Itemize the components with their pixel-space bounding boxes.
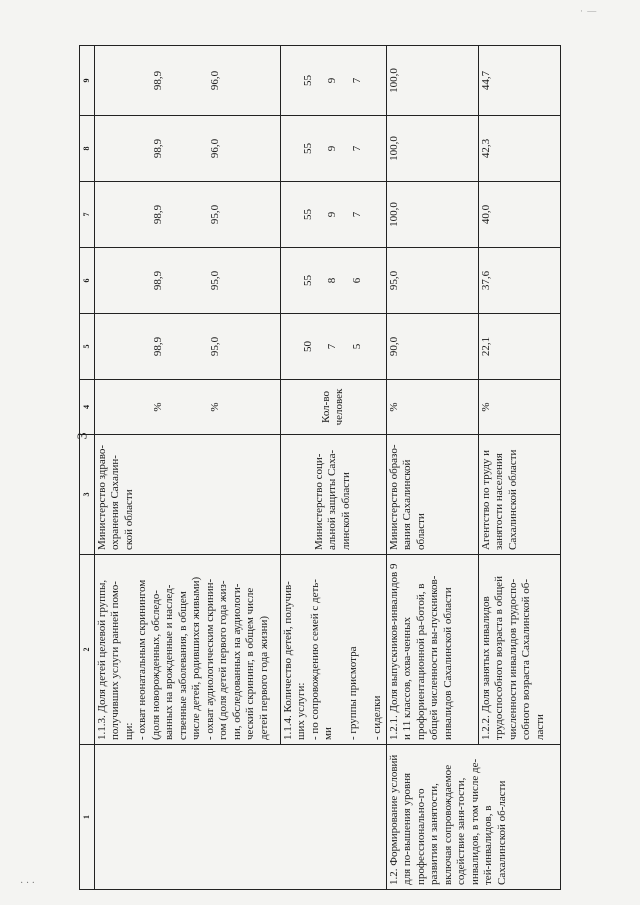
scan-dots: · · · — [20, 878, 35, 889]
value-a: 98,9 — [151, 204, 164, 225]
value-a: 55 — [301, 209, 314, 220]
text-line: ванных на врожденные и наслед- — [163, 584, 175, 740]
col-header-2: 2 — [80, 555, 95, 745]
goal-cell-empty — [94, 745, 386, 890]
indicators-table — [79, 45, 561, 890]
text-line: ческий скрининг, в общем числе — [244, 587, 256, 740]
indicator-name-1-2-1: 1.2.1. Доля выпускников-инвалидов 9 и 11 классов, охва-ченных профориентационной ра-ботой, в общей численности вы-пускников-инвалидов Сахалинской области — [386, 555, 478, 745]
value-b: 9 — [326, 145, 339, 152]
unit-value: % — [209, 402, 221, 412]
value-a: 98,9 — [151, 336, 164, 357]
indicator-name-1-1-4 — [280, 555, 386, 745]
page-number: 3 — [75, 432, 91, 440]
value-cell: 44,7 — [478, 46, 561, 116]
text-line: - сиделки — [371, 695, 383, 740]
text-line: ми — [322, 727, 334, 740]
value-b: 8 — [326, 277, 339, 284]
text-line: - охват аудиологическим скринин- — [203, 578, 216, 740]
value-cell — [94, 248, 280, 314]
col-header-6: 6 — [80, 248, 95, 314]
col-header-9: 9 — [80, 46, 95, 116]
value-cell: 100,0 — [386, 46, 478, 116]
text-line: - по сопровождению семей с деть- — [308, 579, 321, 740]
text-line: щи: — [122, 722, 135, 740]
indicator-name-1-2-2: 1.2.2. Доля занятых инвалидов трудоспособного возраста в общей численности инвалидов трудоспо-собного возраста Сахалинской об-ласти — [478, 555, 561, 745]
text-line: ших услуги: — [295, 682, 307, 740]
col-header-3: 3 — [80, 435, 95, 555]
col-header-1: 1 — [80, 745, 95, 890]
unit-value: % — [151, 402, 164, 412]
value-cell: 40,0 — [478, 182, 561, 248]
value-a: 98,9 — [151, 70, 164, 91]
value-c: 6 — [350, 277, 363, 284]
unit-1-2-1: % — [386, 380, 478, 435]
executor-1-2-2: Агентство по труду и занятости населения Сахалинской области — [478, 435, 561, 555]
value-b: 95,0 — [209, 204, 221, 225]
value-cell — [280, 116, 386, 182]
value-cell — [280, 314, 386, 380]
col-header-4: 4 — [80, 380, 95, 435]
value-cell: 42,3 — [478, 116, 561, 182]
col-header-7: 7 — [80, 182, 95, 248]
value-cell: 95,0 — [386, 248, 478, 314]
value-b: 95,0 — [209, 336, 221, 357]
value-cell: 100,0 — [386, 182, 478, 248]
value-cell — [280, 46, 386, 116]
scan-mark: · — — [580, 6, 598, 16]
unit-1-1-3 — [94, 380, 280, 435]
executor-1-1-3: Министерство здраво-охранения Сахалин-ской области — [94, 435, 280, 555]
value-a: 55 — [301, 275, 314, 286]
unit-1-1-4: Кол-во человек — [280, 380, 386, 435]
col-header-5: 5 — [80, 314, 95, 380]
indicator-name-1-1-3 — [94, 555, 280, 745]
table-row-1-1-3 — [94, 46, 280, 890]
text-line: - охват неонатальным скринингом — [136, 579, 148, 740]
text-line: 1.1.3. Доля детей целевой группы, — [95, 579, 108, 740]
value-c: 5 — [350, 343, 363, 350]
value-cell — [280, 182, 386, 248]
value-cell: 100,0 — [386, 116, 478, 182]
value-cell: 90,0 — [386, 314, 478, 380]
value-b: 9 — [326, 77, 339, 84]
text-line: гом (доля детей первого года жиз- — [217, 580, 229, 740]
value-cell — [280, 248, 386, 314]
value-b: 96,0 — [209, 138, 221, 159]
value-b: 9 — [326, 211, 339, 218]
value-a: 55 — [301, 75, 314, 86]
value-c: 7 — [350, 211, 363, 218]
text-line: ственные заболевания, в общем — [176, 591, 189, 740]
value-b: 95,0 — [209, 270, 221, 291]
value-b: 7 — [326, 343, 339, 350]
goal-1-2: 1.2. Формирование условий для по-вышения уровня профессионально-го развития и занятости, включая сопровождаемое содействие заня-тости, инвалидов, в том числе де-тей-инвалидов, в Сахалинской об-ласти — [386, 745, 561, 890]
value-a: 55 — [301, 143, 314, 154]
text-line: - группы присмотра — [346, 646, 359, 740]
value-c: 7 — [350, 77, 363, 84]
table-row-1-2-1 — [386, 46, 478, 890]
value-a: 98,9 — [151, 270, 164, 291]
executor-1-2-1: Министерство образо-вания Сахалинской области — [386, 435, 478, 555]
value-cell: 37,6 — [478, 248, 561, 314]
unit-1-2-2: % — [478, 380, 561, 435]
value-cell — [94, 46, 280, 116]
text-line: (доля новорожденных, обследо- — [149, 590, 162, 740]
value-c: 7 — [350, 145, 363, 152]
value-a: 98,9 — [151, 138, 164, 159]
text-line: 1.1.4. Количество детей, получив- — [281, 581, 294, 740]
value-a: 50 — [301, 341, 314, 352]
text-line: получивших услуги ранней помо- — [109, 581, 121, 740]
col-header-8: 8 — [80, 116, 95, 182]
text-line: числе детей, родившихся живыми) — [190, 576, 202, 740]
executor-1-1-4: Министерство соци-альной защиты Саха-линской области — [280, 435, 386, 555]
header-row — [80, 46, 95, 890]
value-cell — [94, 116, 280, 182]
value-b: 96,0 — [209, 70, 221, 91]
value-cell: 22,1 — [478, 314, 561, 380]
rotated-table-wrapper — [79, 46, 561, 890]
value-cell — [94, 314, 280, 380]
text-line: детей первого года жизни) — [257, 615, 270, 740]
text-line: ни, обследованных на аудиологи- — [230, 583, 243, 740]
value-cell — [94, 182, 280, 248]
